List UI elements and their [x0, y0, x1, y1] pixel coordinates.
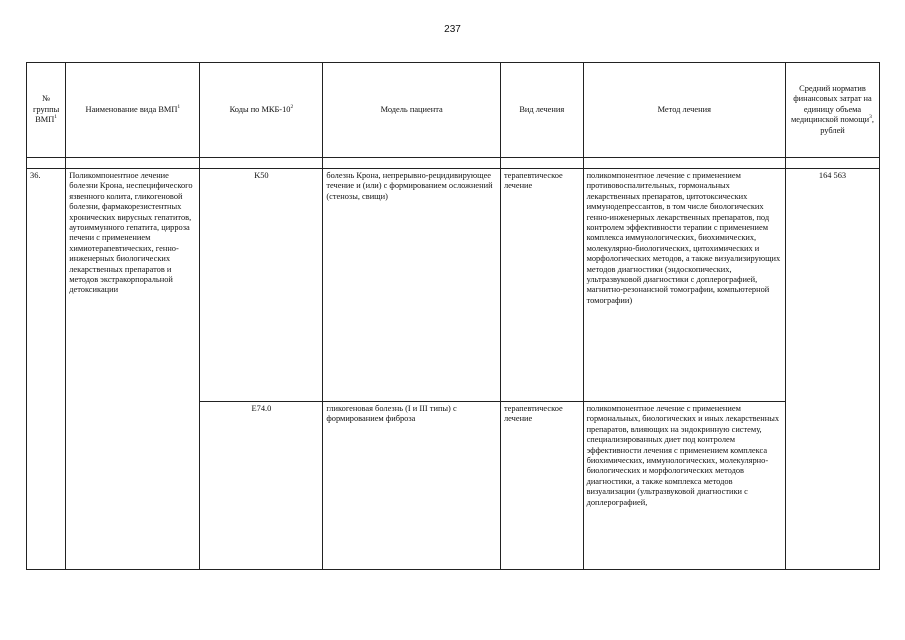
patient-model: гликогеновая болезнь (I и III типы) с формированием фиброза: [323, 402, 501, 570]
table-row: [27, 169, 880, 402]
spacer-row: [27, 158, 880, 169]
group-number: 36.: [27, 169, 66, 570]
treatment-method: поликомпонентное лечение с применением гормональных, биологических и иных лекарственных препаратов, влияющих на эндокринную систему, специализированных диет под контролем эффективности лечения с применением комплекса биохимических, иммунологических, молекулярно-биологических и морфологических методов диагностики, а также комплекса методов визуализации (ультразвуковой диагностики с доплерографией,: [583, 402, 785, 570]
cost-value: 164 563: [785, 169, 879, 570]
patient-model: болезнь Крона, непрерывно-рецидивирующее течение и (или) с формированием осложнений (стенозы, свищи): [323, 169, 501, 402]
vmp-table: [26, 62, 880, 570]
header-patient-model: Модель пациента: [323, 63, 501, 158]
header-treatment-method: Метод лечения: [583, 63, 785, 158]
group-name: Поликомпонентное лечение болезни Крона, неспецифического язвенного колита, гликогеновой болезни, фармакорезистентных хронических вирусных гепатитов, аутоиммунного гепатита, цирроза печени с применением химиотерапевтических, генно-инженерных биологических лекарственных препаратов и методов экстракорпоральной детоксикации: [66, 169, 200, 570]
header-vmp-name: Наименование вида ВМП$^1$: [66, 63, 200, 158]
header-treatment-type: Вид лечения: [500, 63, 583, 158]
mkb-code: E74.0: [200, 402, 323, 570]
header-row: [27, 63, 880, 158]
header-cost: Средний норматив финансовых затрат на единицу объема медицинской помощи$^3$, рублей: [785, 63, 879, 158]
page-number: 237: [444, 24, 461, 35]
treatment-type: терапевтическое лечение: [500, 402, 583, 570]
header-group-no: № группы ВМП$^1$: [27, 63, 66, 158]
header-mkb-codes: Коды по МКБ-$10^2$: [200, 63, 323, 158]
treatment-method: поликомпонентное лечение с применением противовоспалительных, гормональных лекарственных препаратов, цитотоксических иммунодепрессантов, в том числе биологических генно-инженерных лекарственных препаратов, под контролем эффективности терапии с применением комплекса иммунологических, биохимических, молекулярно-биологических, цитохимических и морфологических методов, а также визуализирующих методов диагностики (эндоскопических, ультразвуковой диагностики с доплерографией, магнитно-резонансной томографии, компьютерной томографии): [583, 169, 785, 402]
treatment-type: терапевтическое лечение: [500, 169, 583, 402]
mkb-code: K50: [200, 169, 323, 402]
